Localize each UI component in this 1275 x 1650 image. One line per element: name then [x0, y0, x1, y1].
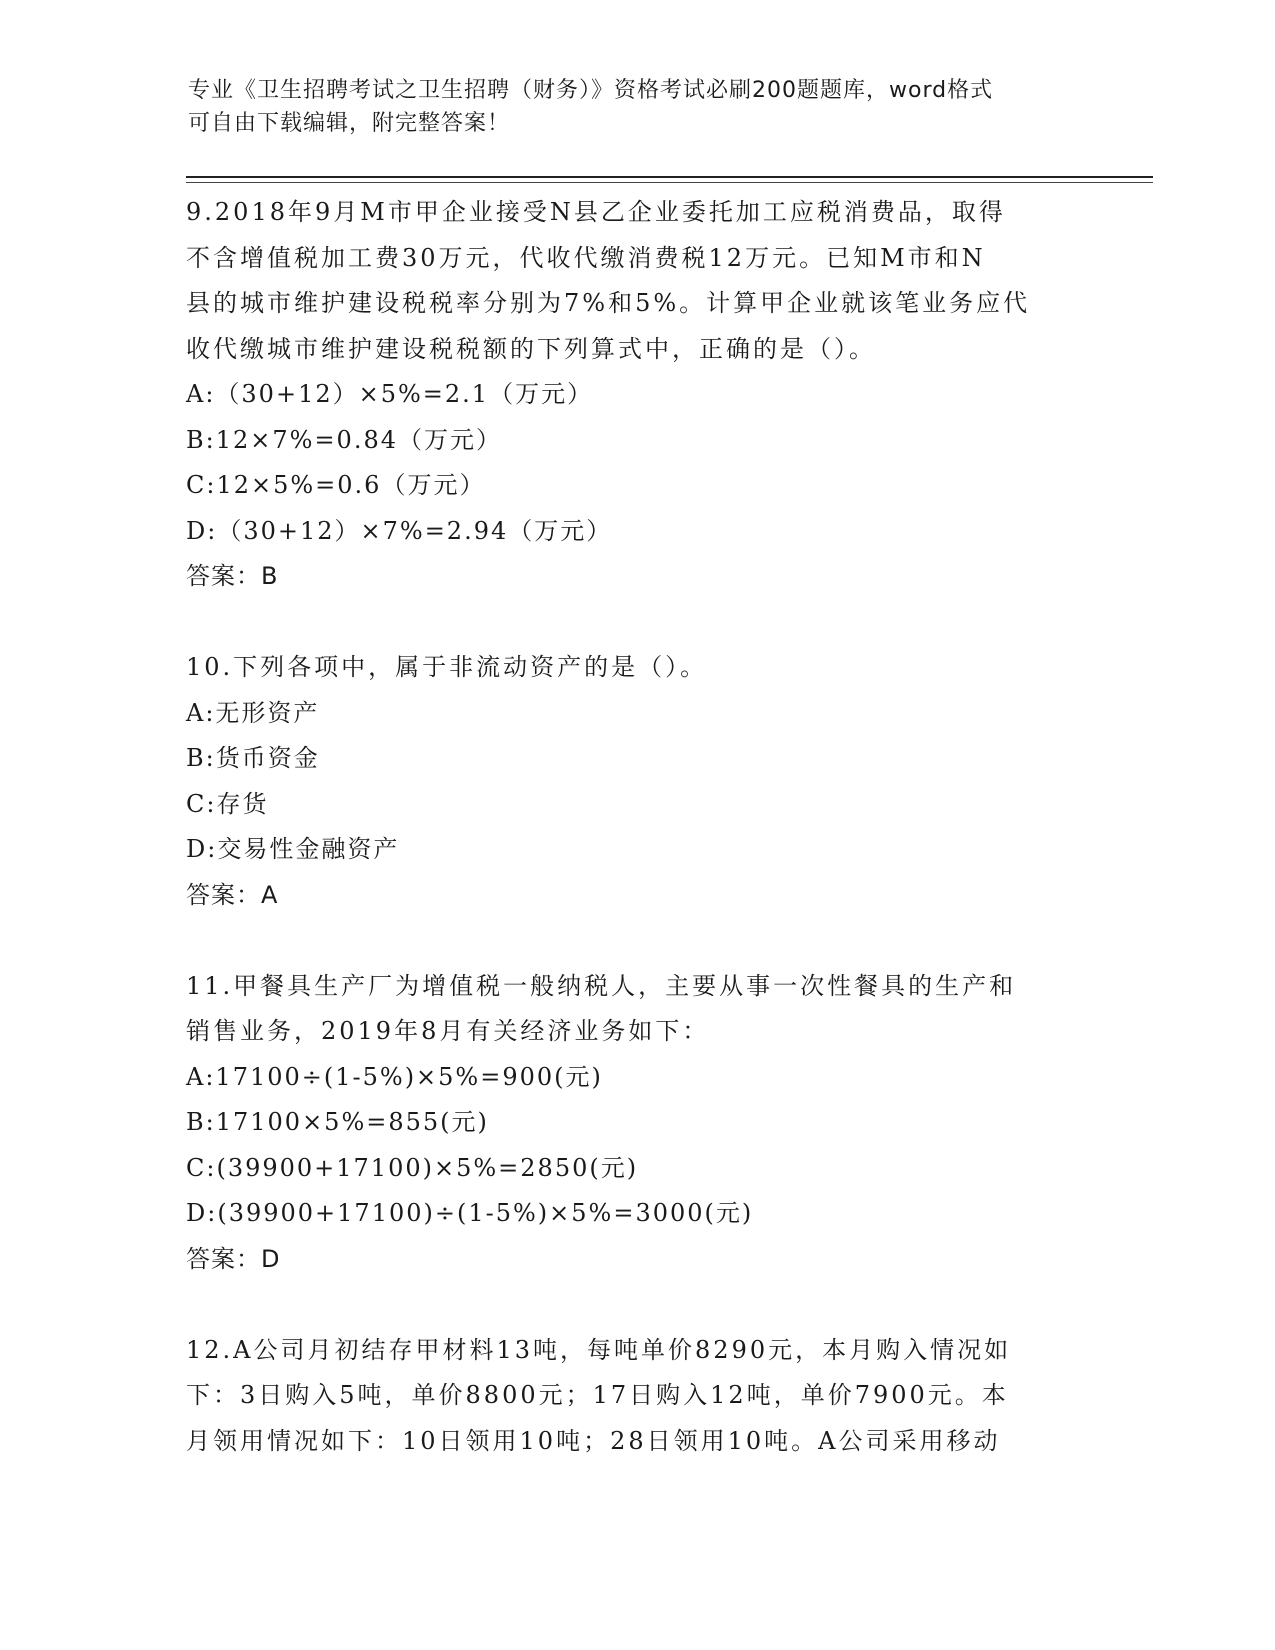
question-spacer: [186, 918, 1066, 964]
question-stem-line: 12.A公司月初结存甲材料13吨，每吨单价8290元，本月购入情况如: [186, 1335, 1012, 1364]
header-divider-thin: [186, 182, 1153, 183]
question-10: [186, 645, 1066, 918]
header-divider-thick: [186, 176, 1153, 178]
option-b: B:17100×5%=855(元): [186, 1108, 489, 1136]
option-d: D:交易性金融资产: [186, 835, 400, 863]
option-a: A:无形资产: [186, 698, 320, 727]
option-a: A:（30+12）×5%=2.1（万元）: [186, 380, 594, 408]
question-stem-line: 9.2018年9月M市甲企业接受N县乙企业委托加工应税消费品，取得: [186, 198, 1006, 226]
question-spacer: [186, 1282, 1066, 1328]
option-b: B:12×7%=0.84（万元）: [186, 425, 502, 454]
option-b: B:货币资金: [186, 744, 320, 772]
document-header: [188, 74, 1068, 140]
question-12: [186, 1328, 1066, 1465]
question-stem-line: 销售业务，2019年8月有关经济业务如下：: [186, 1017, 710, 1045]
question-9: [186, 190, 1066, 600]
answer: 答案：B: [186, 562, 279, 590]
answer: 答案：A: [186, 880, 279, 909]
question-stem-line: 县的城市维护建设税税率分别为7%和5%。计算甲企业就该笔业务应代: [186, 289, 1031, 317]
question-stem-line: 下：3日购入5吨，单价8800元；17日购入12吨，单价7900元。本: [186, 1381, 1009, 1409]
question-11: [186, 964, 1066, 1283]
question-spacer: [186, 600, 1066, 646]
question-stem-line: 月领用情况如下：10日领用10吨；28日领用10吨。A公司采用移动: [186, 1426, 1001, 1455]
option-d: D:（30+12）×7%=2.94（万元）: [186, 516, 613, 545]
question-stem-line: 收代缴城市维护建设税税额的下列算式中，正确的是（）。: [186, 334, 876, 363]
header-line-2: 可自由下载编辑，附完整答案！: [188, 111, 511, 136]
question-stem-line: 不含增值税加工费30万元，代收代缴消费税12万元。已知M市和N: [186, 243, 986, 272]
question-list: [186, 190, 1066, 1464]
question-stem-line: 10.下列各项中，属于非流动资产的是（）。: [186, 653, 708, 681]
header-line-1: 专业《卫生招聘考试之卫生招聘（财务）》资格考试必刷200题题库，word格式: [188, 78, 994, 103]
option-d: D:(39900+17100)÷(1-5%)×5%=3000(元): [186, 1199, 754, 1227]
option-c: C:12×5%=0.6（万元）: [186, 471, 486, 499]
question-stem-line: 11.甲餐具生产厂为增值税一般纳税人，主要从事一次性餐具的生产和: [186, 971, 1017, 1000]
option-a: A:17100÷(1-5%)×5%=900(元): [186, 1062, 603, 1091]
option-c: C:(39900+17100)×5%=2850(元): [186, 1153, 639, 1182]
answer: 答案：D: [186, 1244, 281, 1273]
option-c: C:存货: [186, 789, 269, 818]
